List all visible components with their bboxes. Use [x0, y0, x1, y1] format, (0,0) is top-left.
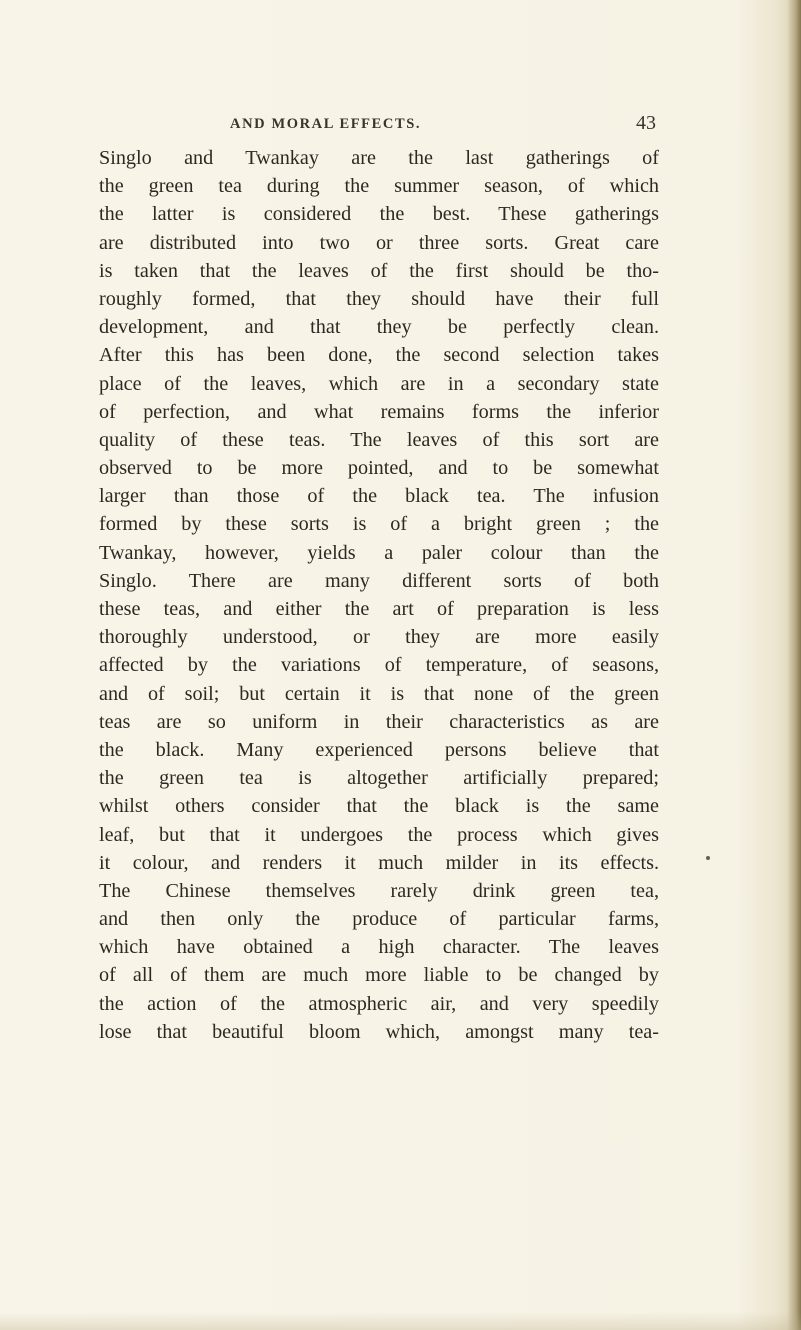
- text-line: teas are so uniform in their characteristics as are: [99, 710, 659, 733]
- text-line: it colour, and renders it much milder in its effects.: [99, 851, 659, 874]
- text-line: Singlo. There are many different sorts of both: [99, 569, 659, 592]
- text-line: and then only the produce of particular farms,: [99, 908, 659, 931]
- page-bottom-edge: [0, 1312, 801, 1330]
- text-line: the action of the atmospheric air, and very speedily: [99, 992, 659, 1015]
- text-line: observed to be more pointed, and to be somewhat: [99, 457, 659, 480]
- text-line: leaf, but that it undergoes the process which gives: [99, 823, 659, 846]
- text-line: quality of these teas. The leaves of this sort are: [99, 428, 659, 451]
- text-line: development, and that they be perfectly clean.: [99, 316, 659, 339]
- page-header: [96, 112, 656, 140]
- text-line: After this has been done, the second selection takes: [99, 344, 659, 367]
- text-line: of all of them are much more liable to be changed by: [99, 964, 659, 987]
- page-number: 43: [636, 112, 656, 134]
- text-line: and of soil; but certain it is that none of the green: [99, 682, 659, 705]
- text-line: is taken that the leaves of the first should be tho-: [99, 259, 659, 282]
- page-edge-shadow: [787, 0, 801, 1330]
- text-line: affected by the variations of temperature, of seasons,: [99, 654, 659, 677]
- text-line: whilst others consider that the black is the same: [99, 795, 659, 818]
- text-line: the green tea is altogether artificially prepared;: [99, 767, 659, 790]
- text-line: are distributed into two or three sorts. Great care: [99, 231, 659, 254]
- text-line: the black. Many experienced persons believe that: [99, 738, 659, 761]
- text-line: roughly formed, that they should have their full: [99, 287, 659, 310]
- text-line: the latter is considered the best. These gatherings: [99, 203, 659, 226]
- text-line: the green tea during the summer season, of which: [99, 175, 659, 198]
- text-line: Singlo and Twankay are the last gatherings of: [99, 147, 659, 169]
- text-line: place of the leaves, which are in a secondary state: [99, 372, 659, 395]
- text-line: these teas, and either the art of preparation is less: [99, 598, 659, 620]
- text-line: The Chinese themselves rarely drink green tea,: [99, 879, 659, 902]
- text-line: formed by these sorts is of a bright green ; the: [99, 513, 659, 536]
- running-head: AND MORAL EFFECTS.: [230, 116, 422, 132]
- text-line: of perfection, and what remains forms the inferior: [99, 400, 659, 423]
- text-line: thoroughly understood, or they are more easily: [99, 626, 659, 649]
- text-line: Twankay, however, yields a paler colour than the: [99, 541, 659, 564]
- text-line: larger than those of the black tea. The infusion: [99, 485, 659, 508]
- text-line: lose that beautiful bloom which, amongst many tea-: [99, 1020, 659, 1043]
- text-line: which have obtained a high character. The leaves: [99, 936, 659, 959]
- ink-speck: [706, 856, 710, 860]
- body-text: [99, 144, 659, 1046]
